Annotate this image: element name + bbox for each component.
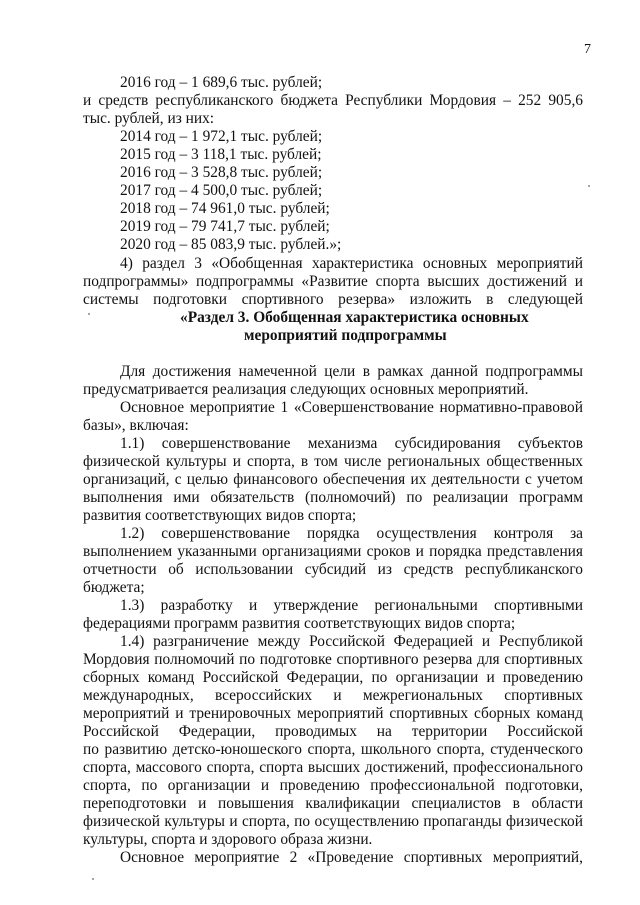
text-line: 2020 год – 85 083,9 тыс. рублей.»; (120, 236, 342, 253)
section-heading: «Раздел 3. Обобщенная характеристика основных (180, 309, 529, 326)
text-line: 2014 год – 1 972,1 тыс. рублей; (120, 128, 323, 145)
text-line: выполнения ими обязательств (полномочий) по реализации программ (83, 489, 583, 506)
text-line: спорта, по организации и проведению профессиональной подготовки, (83, 777, 583, 794)
text-line: базы», включая: (83, 417, 189, 434)
text-line: выполнением указанными организациями сроков и порядка представления (83, 543, 583, 560)
text-line: 2015 год – 3 118,1 тыс. рублей; (120, 146, 322, 163)
text-line: 1.1) совершенствование механизма субсидирования субъектов (120, 435, 583, 452)
text-line: Основное мероприятие 2 «Проведение спортивных мероприятий, (120, 849, 583, 866)
text-line: и средств республиканского бюджета Республики Мордовия – 252 905,6 (83, 92, 583, 109)
text-line: 4) раздел 3 «Обобщенная характеристика основных мероприятий (120, 255, 583, 272)
text-line: переподготовки и повышения квалификации специалистов в области (83, 795, 583, 812)
text-line: культуры, спорта и здорового образа жизни. (83, 831, 373, 848)
text-line: Для достижения намеченной цели в рамках данной подпрограммы (120, 363, 583, 380)
text-line: 2018 год – 74 961,0 тыс. рублей; (120, 200, 330, 217)
text-line: Мордовия полномочий по подготовке спортивного резерва для спортивных (83, 651, 583, 668)
text-line: спорта, массового спорта, спорта высших достижений, профессионального (83, 759, 583, 776)
text-line: 2016 год – 3 528,8 тыс. рублей; (120, 164, 323, 181)
text-line: Российской Федерации, проводимых на территории Российской (83, 723, 583, 740)
scan-speck (92, 878, 94, 880)
text-line: мероприятий и тренировочных мероприятий спортивных сборных команд (83, 705, 583, 722)
text-line: федерациями программ развития соответствующих видов спорта; (83, 615, 516, 632)
text-line: отчетности об использовании субсидий из средств республиканского (83, 561, 583, 578)
section-heading: мероприятий подпрограммы (244, 327, 447, 344)
text-line: развития соответствующих видов спорта; (83, 507, 357, 524)
text-line: организаций, с целью финансового обеспечения их деятельности с учетом (83, 471, 583, 488)
text-line: 2017 год – 4 500,0 тыс. рублей; (120, 182, 323, 199)
text-line: международных, всероссийских и межрегиональных спортивных (83, 687, 583, 704)
text-line: физической культуры и спорта, в том числе региональных общественных (83, 453, 583, 470)
text-line: 1.2) совершенствование порядка осуществления контроля за (120, 525, 583, 542)
text-line: подпрограммы» подпрограммы «Развитие спорта высших достижений и (83, 273, 583, 290)
text-line: бюджета; (83, 579, 145, 596)
text-line: 2016 год – 1 689,6 тыс. рублей; (120, 74, 323, 91)
text-line: 1.4) разграничение между Российской Федерацией и Республикой (120, 633, 583, 650)
text-line: предусматривается реализация следующих основных мероприятий. (83, 381, 529, 398)
text-line: тыс. рублей, из них: (83, 110, 215, 127)
page-number: 7 (584, 42, 591, 57)
text-line: Основное мероприятие 1 «Совершенствование нормативно-правовой (120, 399, 583, 416)
text-line: 2019 год – 79 741,7 тыс. рублей; (120, 218, 330, 235)
text-line: физической культуры и спорта, по осуществлению пропаганды физической (83, 813, 583, 830)
scan-speck (88, 313, 90, 315)
text-line: 1.3) разработку и утверждение региональными спортивными (120, 597, 583, 614)
text-line: по развитию детско-юношеского спорта, школьного спорта, студенческого (83, 741, 583, 758)
text-line: сборных команд Российской Федерации, по организации и проведению (83, 669, 583, 686)
text-line: системы подготовки спортивного резерва» изложить в следующей (83, 291, 583, 308)
scan-speck (588, 185, 590, 187)
